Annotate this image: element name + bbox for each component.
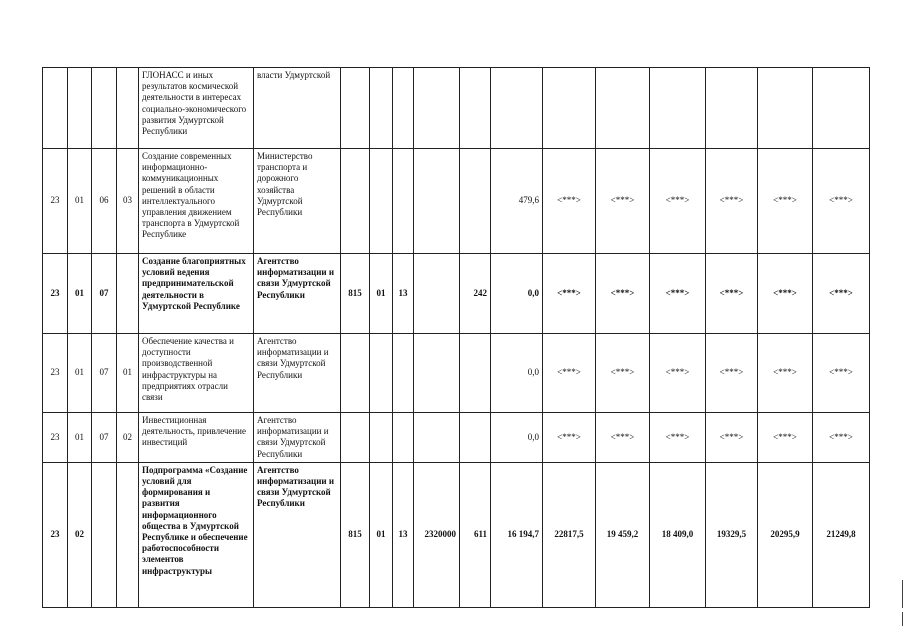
table-row: [43, 462, 870, 607]
cell-csr: [414, 413, 460, 463]
cell-val-4: <***>: [650, 413, 706, 463]
table-row: [43, 68, 870, 149]
cell-name: ГЛОНАСС и иных результатов космической деятельности в интересах социально-экономического развития Удмуртской Республики: [139, 68, 254, 149]
cell-val-5: <***>: [706, 413, 758, 463]
cell-val-6: <***>: [758, 413, 813, 463]
cell-vr: [460, 149, 491, 254]
cell-val-4: 18 409,0: [650, 462, 706, 607]
cell-executor: Агентство информатизации и связи Удмуртской Республики: [254, 334, 341, 413]
cell-rz: 01: [370, 254, 393, 334]
cell-executor: Агентство информатизации и связи Удмуртской Республики: [254, 254, 341, 334]
cell-code-om: [92, 68, 117, 149]
cell-val-1: [491, 68, 543, 149]
cell-val-3: <***>: [596, 254, 650, 334]
cell-val-2: [543, 68, 596, 149]
cell-val-5: <***>: [706, 149, 758, 254]
cell-val-3: <***>: [596, 334, 650, 413]
budget-table: [42, 67, 870, 608]
cell-code-pp: [68, 68, 92, 149]
cell-val-3: [596, 68, 650, 149]
cell-code-gp: 23: [43, 334, 68, 413]
table-row: [43, 149, 870, 254]
cell-val-1: 479,6: [491, 149, 543, 254]
cell-name: Подпрограмма «Создание условий для формирования и развития информационного общества в Удмуртской Республике и обеспечение работоспособности элементов инфраструктуры: [139, 462, 254, 607]
cell-grbs: [341, 413, 370, 463]
cell-name: Создание благоприятных условий ведения предпринимательской деятельности в Удмуртской Республике: [139, 254, 254, 334]
cell-code-gp: 23: [43, 254, 68, 334]
table-row: [43, 413, 870, 463]
cell-val-7: <***>: [813, 413, 870, 463]
cell-val-5: <***>: [706, 254, 758, 334]
page-edge-mark: [902, 612, 903, 626]
cell-grbs: [341, 149, 370, 254]
cell-vr: 242: [460, 254, 491, 334]
cell-code-m: [117, 68, 139, 149]
cell-executor: власти Удмуртской: [254, 68, 341, 149]
cell-rz: [370, 68, 393, 149]
cell-grbs: 815: [341, 254, 370, 334]
cell-grbs: [341, 68, 370, 149]
cell-code-pp: 01: [68, 149, 92, 254]
cell-grbs: [341, 334, 370, 413]
cell-vr: [460, 413, 491, 463]
cell-code-om: 07: [92, 334, 117, 413]
cell-vr: [460, 68, 491, 149]
cell-rz: [370, 413, 393, 463]
cell-val-6: <***>: [758, 254, 813, 334]
cell-val-7: 21249,8: [813, 462, 870, 607]
cell-csr: [414, 68, 460, 149]
table-row: [43, 254, 870, 334]
cell-csr: [414, 149, 460, 254]
cell-code-gp: 23: [43, 149, 68, 254]
cell-rz: 01: [370, 462, 393, 607]
cell-rz: [370, 149, 393, 254]
cell-code-pp: 02: [68, 462, 92, 607]
cell-val-2: <***>: [543, 254, 596, 334]
cell-val-3: <***>: [596, 413, 650, 463]
cell-val-4: <***>: [650, 254, 706, 334]
cell-code-m: [117, 462, 139, 607]
cell-val-7: <***>: [813, 254, 870, 334]
cell-code-m: 03: [117, 149, 139, 254]
cell-code-m: 02: [117, 413, 139, 463]
cell-pr: 13: [393, 462, 414, 607]
table-body: [43, 68, 870, 608]
cell-pr: [393, 68, 414, 149]
cell-code-m: [117, 254, 139, 334]
cell-val-6: <***>: [758, 334, 813, 413]
cell-csr: 2320000: [414, 462, 460, 607]
cell-executor: Агентство информатизации и связи Удмуртской Республики: [254, 462, 341, 607]
cell-val-6: 20295,9: [758, 462, 813, 607]
cell-val-2: <***>: [543, 413, 596, 463]
cell-val-1: 16 194,7: [491, 462, 543, 607]
cell-code-gp: [43, 68, 68, 149]
cell-code-m: 01: [117, 334, 139, 413]
cell-code-gp: 23: [43, 462, 68, 607]
cell-code-om: 07: [92, 413, 117, 463]
cell-code-om: 06: [92, 149, 117, 254]
cell-pr: [393, 149, 414, 254]
cell-code-pp: 01: [68, 254, 92, 334]
cell-csr: [414, 254, 460, 334]
cell-pr: [393, 334, 414, 413]
cell-code-gp: 23: [43, 413, 68, 463]
cell-name: Обеспечение качества и доступности производственной инфраструктуры на предприятиях отрасли связи: [139, 334, 254, 413]
cell-val-5: 19329,5: [706, 462, 758, 607]
cell-val-6: <***>: [758, 149, 813, 254]
cell-code-pp: 01: [68, 413, 92, 463]
cell-val-5: <***>: [706, 334, 758, 413]
cell-code-om: [92, 462, 117, 607]
cell-val-3: <***>: [596, 149, 650, 254]
cell-val-2: <***>: [543, 149, 596, 254]
table-row: [43, 334, 870, 413]
cell-name: Инвестиционная деятельность, привлечение инвестиций: [139, 413, 254, 463]
cell-executor: Министерство транспорта и дорожного хозяйства Удмуртской Республики: [254, 149, 341, 254]
cell-val-3: 19 459,2: [596, 462, 650, 607]
cell-val-1: 0,0: [491, 413, 543, 463]
cell-val-1: 0,0: [491, 334, 543, 413]
cell-val-5: [706, 68, 758, 149]
cell-code-om: 07: [92, 254, 117, 334]
cell-val-1: 0,0: [491, 254, 543, 334]
page-edge-mark: [902, 580, 903, 608]
cell-name: Создание современных информационно-коммуникационных решений в области интеллектуального управления движением транспорта в Удмуртской Республике: [139, 149, 254, 254]
cell-val-4: <***>: [650, 334, 706, 413]
cell-val-2: 22817,5: [543, 462, 596, 607]
cell-pr: [393, 413, 414, 463]
cell-val-7: <***>: [813, 334, 870, 413]
cell-grbs: 815: [341, 462, 370, 607]
cell-vr: 611: [460, 462, 491, 607]
cell-val-2: <***>: [543, 334, 596, 413]
cell-val-7: <***>: [813, 149, 870, 254]
cell-val-4: <***>: [650, 149, 706, 254]
cell-val-4: [650, 68, 706, 149]
cell-vr: [460, 334, 491, 413]
cell-val-7: [813, 68, 870, 149]
cell-code-pp: 01: [68, 334, 92, 413]
cell-executor: Агентство информатизации и связи Удмуртской Республики: [254, 413, 341, 463]
cell-rz: [370, 334, 393, 413]
cell-pr: 13: [393, 254, 414, 334]
cell-csr: [414, 334, 460, 413]
cell-val-6: [758, 68, 813, 149]
